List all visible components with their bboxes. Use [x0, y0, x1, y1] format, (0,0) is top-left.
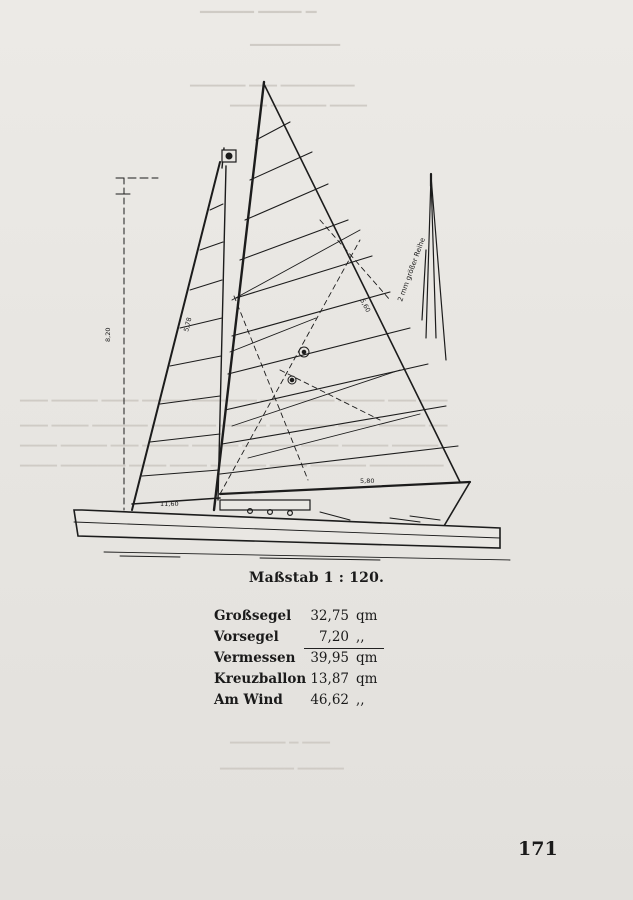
boom	[220, 482, 470, 494]
jib-panel-lines	[142, 204, 223, 476]
dim-mast-height: 8,20	[104, 327, 112, 342]
waterline-marks	[104, 552, 510, 560]
bleed-through-text: ▔▔▔ ▔▔▔▔▔ ▔▔▔▔ ▔▔▔▔▔ ▔▔▔▔▔▔▔ ▔▔▔▔▔▔▔▔ ▔▔▔▔▔ ▔▔▔ ▔▔▔	[20, 400, 448, 414]
row-value: 46,62	[310, 692, 349, 708]
bleed-through-text: ▔▔▔ ▔▔▔▔ ▔▔▔▔▔▔ ▔▔▔▔▔▔▔ ▔▔▔▔▔ ▔▔▔▔▔▔▔ ▔▔▔▔ ▔▔▔▔▔ ▔▔	[20, 425, 448, 439]
row-unit: qm	[356, 608, 378, 624]
row-label: Kreuzballon	[214, 671, 307, 687]
row-unit: ,,	[356, 629, 365, 645]
dim-mainsail-left: 5,78	[182, 316, 194, 333]
spinnaker-note: 2 mm größer Reihe	[396, 236, 427, 303]
page-number: 171	[518, 838, 558, 860]
hull	[74, 510, 500, 548]
row-value: 39,95	[310, 650, 349, 666]
row-unit: qm	[356, 650, 378, 666]
sail-plan-drawing	[60, 70, 520, 565]
bleed-through-text: ▔▔▔▔ ▔▔▔▔▔▔ ▔▔▔▔	[230, 105, 367, 119]
boom-end-strut	[444, 482, 470, 526]
cabin	[220, 500, 310, 515]
row-value: 13,87	[310, 671, 349, 687]
mainsail-leech	[264, 84, 460, 482]
row-value: 32,75	[310, 608, 349, 624]
row-unit: ,,	[356, 692, 365, 708]
dim-boom: 5,80	[360, 477, 375, 485]
bleed-through-text: ▔▔▔▔▔ ▔▔▔▔ ▔	[200, 12, 317, 28]
row-label: Vermessen	[214, 650, 296, 666]
dim-luff: 5,60	[358, 297, 373, 314]
scale-caption: Maßstab 1 : 120.	[248, 570, 385, 586]
bleed-through-text: ▔▔▔▔▔▔▔▔▔	[250, 45, 340, 60]
row-label: Am Wind	[214, 692, 283, 708]
bleed-through-text: ▔▔▔▔ ▔▔▔▔▔ ▔▔▔ ▔▔▔▔▔ ▔▔▔▔▔ ▔▔▔▔▔▔ ▔▔▔▔ ▔▔▔▔▔ ▔▔▔▔▔	[20, 445, 439, 459]
row-label: Großsegel	[214, 608, 292, 624]
bleed-through-text: ▔▔▔▔▔▔ ▔▔▔ ▔▔▔▔▔▔▔▔	[190, 85, 355, 99]
sail-center-mark-dot	[290, 378, 294, 382]
burgee-emblem	[226, 153, 232, 159]
dim-foot-jib: 11,60	[160, 500, 179, 508]
mainsail-panel-seams	[220, 122, 458, 474]
row-unit: qm	[356, 671, 378, 687]
bleed-through-text: ▔▔▔▔▔▔ ▔ ▔▔▔	[230, 742, 330, 756]
bleed-through-text: ▔▔▔▔▔▔▔▔ ▔▔▔▔▔	[220, 768, 344, 782]
spinnaker-sketch	[422, 174, 446, 360]
bleed-through-text: ▔▔▔▔ ▔▔▔▔▔▔▔ ▔▔▔▔ ▔▔▔▔ ▔▔▔▔▔▔ ▔▔▔▔ ▔▔▔▔▔▔ ▔▔▔▔▔▔▔▔	[20, 465, 444, 479]
row-value: 7,20	[318, 629, 349, 645]
sail-center-mark-dot	[302, 350, 306, 354]
jib-stay	[132, 162, 220, 510]
row-label: Vorsegel	[214, 629, 279, 645]
